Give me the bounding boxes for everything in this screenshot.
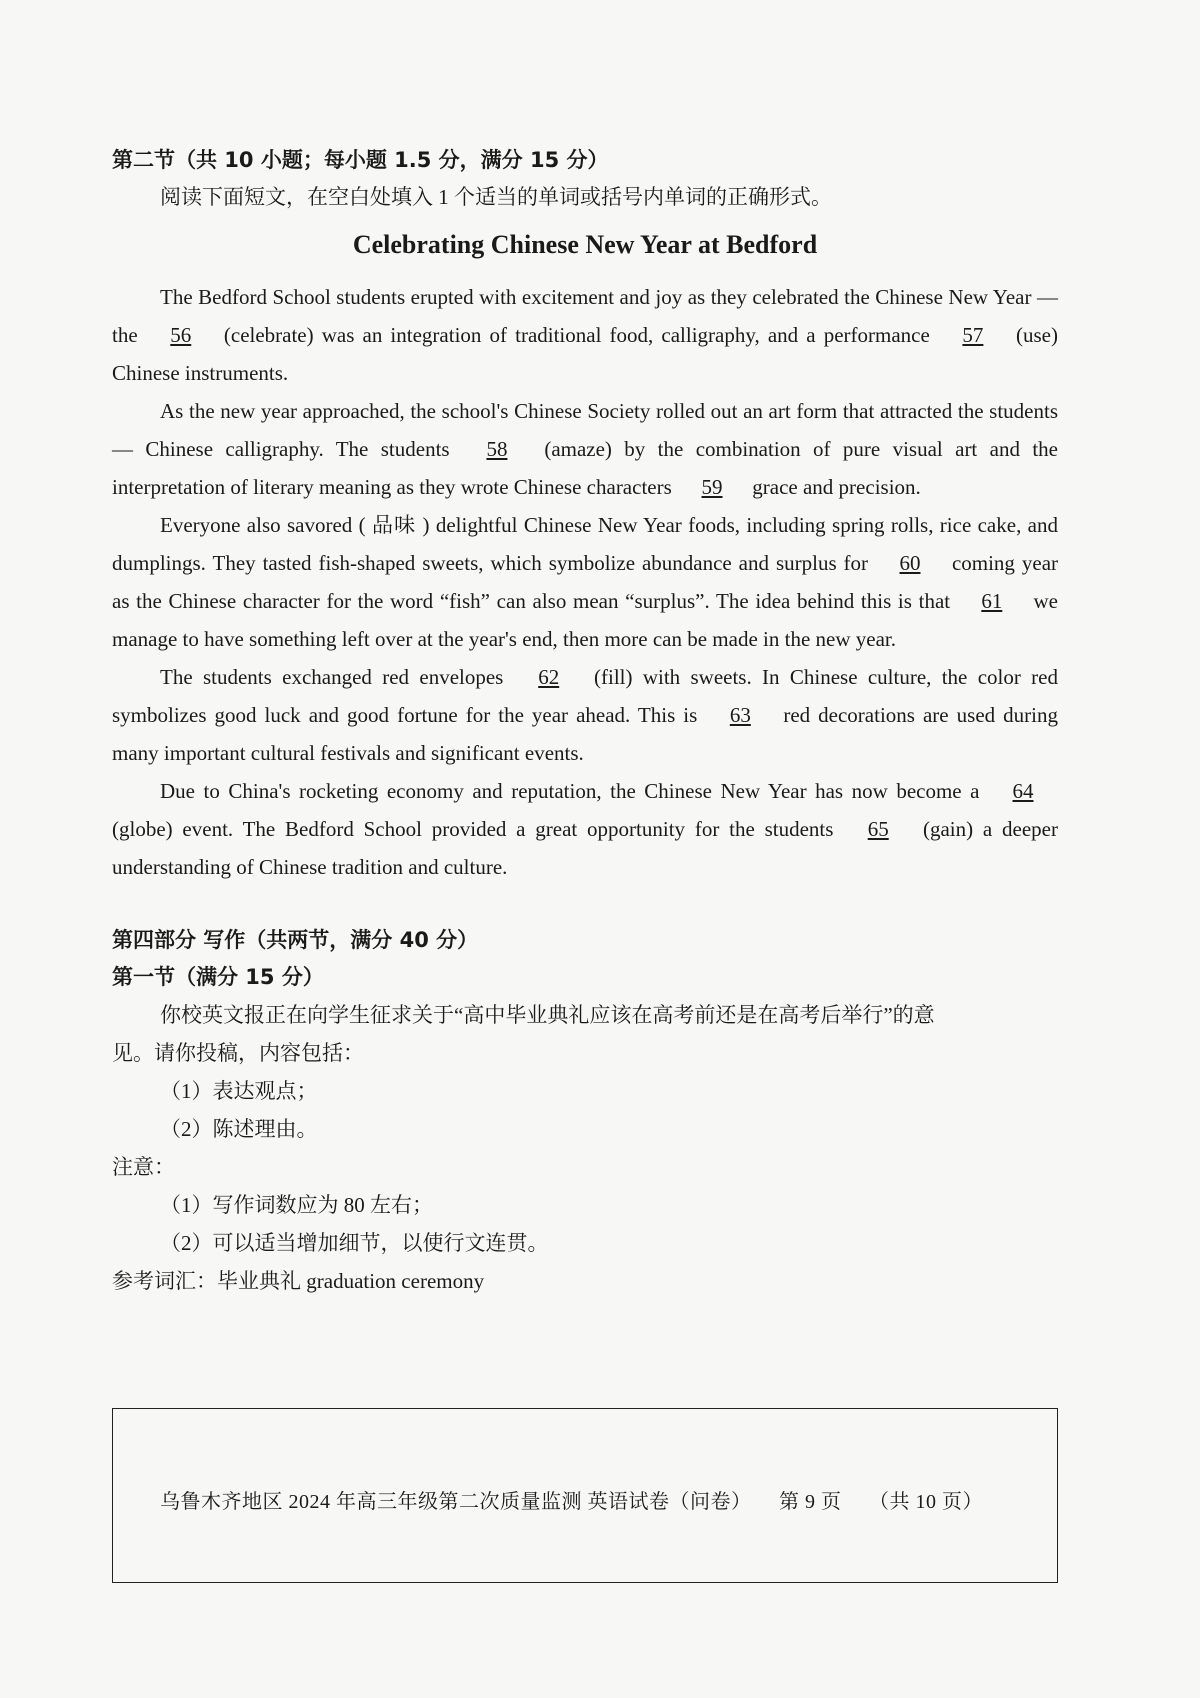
paragraph-2 [112,392,1058,506]
paragraph-3 [112,506,1058,658]
page-content [112,148,1059,1293]
passage-title: Celebrating Chinese New Year at Bedford [352,230,818,259]
p3-text-2: coming year as the Chinese character for the word “fish” can also mean “surplus”. The idea behind this is that [112,551,1059,613]
prompt-line-2: 见。请你投稿，内容包括： [112,1041,364,1065]
blank-57: 57 [962,323,984,347]
p5-text-2: (globe) event. The Bedford School provided a great opportunity for the students [112,817,844,841]
paragraph-4 [112,658,1058,772]
part4-heading: 第四部分 写作（共两节，满分 40 分） [112,928,479,952]
blank-59: 59 [701,475,723,499]
p1-text-1: The Bedford School students erupted with excitement and joy as they celebrated the Chinese New Year — the [112,285,1058,347]
vocab-hint: 参考词汇：毕业典礼 graduation ceremony [112,1269,485,1293]
blank-63: 63 [729,703,751,727]
writing-part [112,930,1058,1300]
p4-text-2: (fill) with sweets. In Chinese culture, the color red symbolizes good luck and good fortune for the year ahead. This is [112,665,1058,727]
p1-text-3: (use) Chinese instruments. [112,323,1058,385]
p4-text-3: red decorations are used during many important cultural festivals and significant events. [112,703,1058,765]
paragraph-5 [112,772,1058,886]
p2-text-2: (amaze) by the combination of pure visual art and the interpretation of literary meaning as they wrote Chinese characters [112,437,1058,499]
note-item-1: （1）写作词数应为 80 左右； [160,1193,433,1217]
part4-section1-heading: 第一节（满分 15 分） [112,965,324,989]
blank-61: 61 [981,589,1003,613]
footer-page-number: 第 9 页 [779,1491,842,1513]
blank-62: 62 [538,665,560,689]
passage [112,278,1058,886]
footer-exam-title: 乌鲁木齐地区 2024 年高三年级第二次质量监测 英语试卷（问卷） [160,1491,752,1513]
prompt-item-2: （2）陈述理由。 [160,1117,318,1141]
note-item-2: （2）可以适当增加细节，以使行文连贯。 [160,1231,549,1255]
paragraph-1 [112,278,1058,392]
prompt-line-1: 你校英文报正在向学生征求关于“高中毕业典礼应该在高考前还是在高考后举行”的意 [160,1003,935,1027]
prompt-item-1: （1）表达观点； [160,1079,318,1103]
p4-text-1: The students exchanged red envelopes [160,665,514,689]
p2-text-3: grace and precision. [747,475,921,499]
blank-56: 56 [170,323,192,347]
page-footer [160,1485,1005,1514]
section2-instruction: 阅读下面短文，在空白处填入 1 个适当的单词或括号内单词的正确形式。 [160,185,832,209]
note-label: 注意： [112,1155,175,1179]
p5-text-1: Due to China's rocketing economy and reputation, the Chinese New Year has now become a [160,779,988,803]
blank-64: 64 [1012,779,1034,803]
p5-text-3: (gain) a deeper understanding of Chinese tradition and culture. [112,817,1058,879]
blank-58: 58 [486,437,508,461]
p1-text-2: (celebrate) was an integration of traditional food, calligraphy, and a performance [215,323,938,347]
footer-total-pages: （共 10 页） [869,1491,983,1513]
section2-heading: 第二节（共 10 小题；每小题 1.5 分，满分 15 分） [112,148,609,172]
p2-text-1: As the new year approached, the school's Chinese Society rolled out an art form that attracted the students — Chinese calligraphy. The students [112,399,1058,461]
blank-60: 60 [899,551,921,575]
p3-text-1: Everyone also savored ( 品味 ) delightful Chinese New Year foods, including spring rolls, rice cake, and dumplings. They tasted fish-shaped sweets, which symbolize abundance and surplus for [112,513,1058,575]
blank-65: 65 [867,817,889,841]
p3-text-3: we manage to have something left over at the year's end, then more can be made in the new year. [112,589,1058,651]
